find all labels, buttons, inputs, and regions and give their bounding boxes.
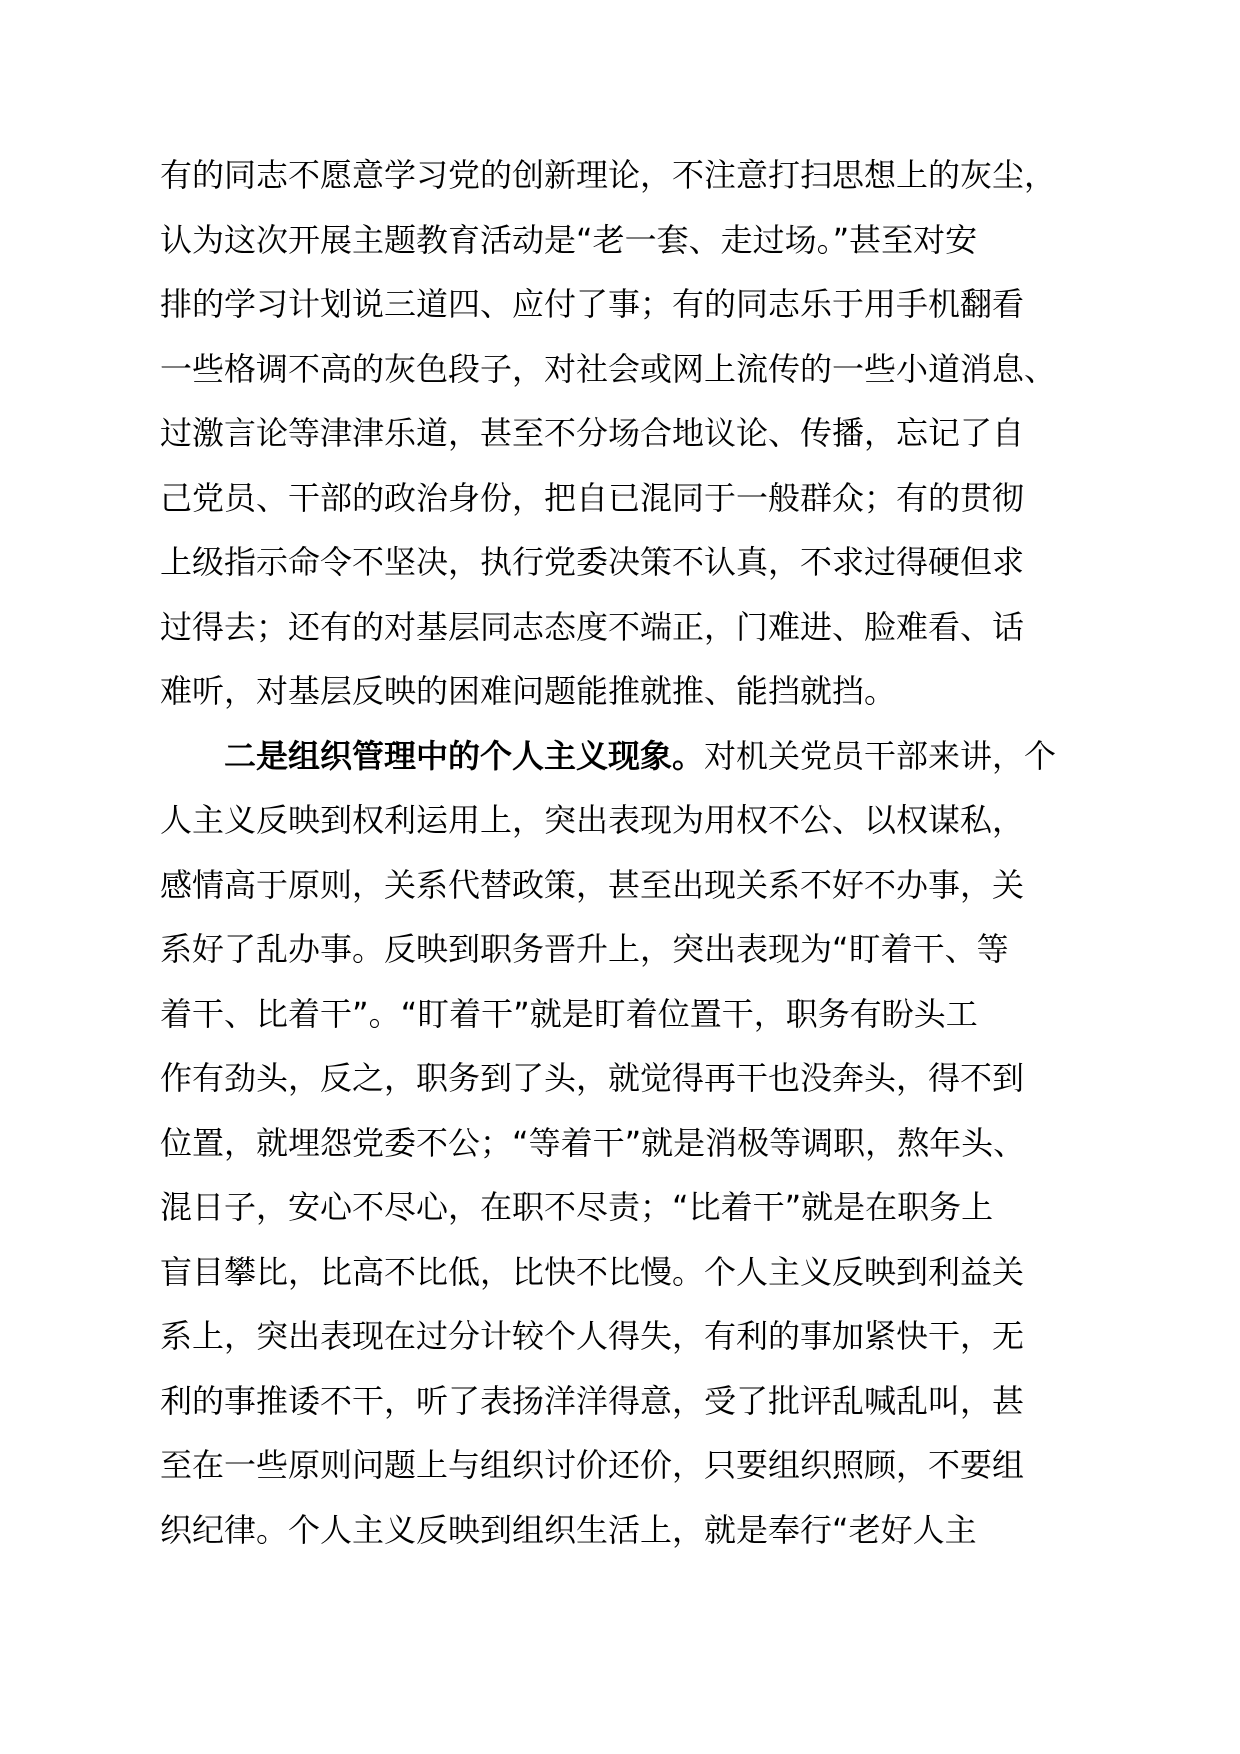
text-line: 过得去；还有的对基层同志态度不端正，门难进、脸难看、话 <box>160 607 1025 646</box>
text-line: 过激言论等津津乐道，甚至不分场合地议论、传播，忘记了自 <box>160 414 1025 452</box>
text-line: 盲目攀比，比高不比低，比快不比慢。个人主义反映到利益关 <box>160 1252 1025 1291</box>
text-line: 排的学习计划说三道四、应付了事；有的同志乐于用手机翻看 <box>160 285 1025 323</box>
paragraph-1 <box>160 143 1120 724</box>
text-line: 己党员、干部的政治身份，把自已混同于一般群众；有的贯彻 <box>160 478 1025 517</box>
text-line-first <box>160 724 1120 789</box>
text-line: 一些格调不高的灰色段子，对社会或网上流传的一些小道消息、 <box>160 349 1057 388</box>
body-text <box>160 143 1120 1562</box>
paragraph-2 <box>160 724 1120 1563</box>
text-line: 系上，突出表现在过分计较个人得失，有利的事加紧快干，无 <box>160 1317 1025 1355</box>
text-line: 利的事推诿不干，听了表扬洋洋得意，受了批评乱喊乱叫，甚 <box>160 1381 1025 1420</box>
text-line: 认为这次开展主题教育活动是“老一套、走过场。”甚至对安 <box>160 220 978 259</box>
text-line: 系好了乱办事。反映到职务晋升上，突出表现为“盯着干、等 <box>160 930 1009 968</box>
text-line: 织纪律。个人主义反映到组织生活上，就是奉行“老好人主 <box>160 1510 977 1549</box>
text-line: 至在一些原则问题上与组织讨价还价，只要组织照顾，不要组 <box>160 1446 1025 1484</box>
text-line: 作有劲头，反之，职务到了头，就觉得再干也没奔头，得不到 <box>160 1059 1025 1097</box>
text-line: 位置，就埋怨党委不公；“等着干”就是消极等调职，熬年头、 <box>160 1123 1026 1162</box>
text-line: 着干、比着干”。“盯着干”就是盯着位置干，职务有盼头工 <box>160 994 978 1033</box>
text-span: 对机关党员干部来讲，个 <box>704 736 1057 775</box>
text-line: 难听，对基层反映的困难问题能推就推、能挡就挡。 <box>160 672 897 710</box>
text-line: 有的同志不愿意学习党的创新理论，不注意打扫思想上的灰尘， <box>160 156 1057 194</box>
text-line: 上级指示命令不坚决，执行党委决策不认真，不求过得硬但求 <box>160 543 1025 581</box>
text-line: 混日子，安心不尽心，在职不尽责；“比着干”就是在职务上 <box>160 1188 994 1226</box>
text-line: 人主义反映到权利运用上，突出表现为用权不公、以权谋私， <box>160 801 1025 839</box>
paragraph-lead-heading: 二是组织管理中的个人主义现象。 <box>224 736 705 775</box>
text-line: 感情高于原则，关系代替政策，甚至出现关系不好不办事，关 <box>160 865 1025 904</box>
